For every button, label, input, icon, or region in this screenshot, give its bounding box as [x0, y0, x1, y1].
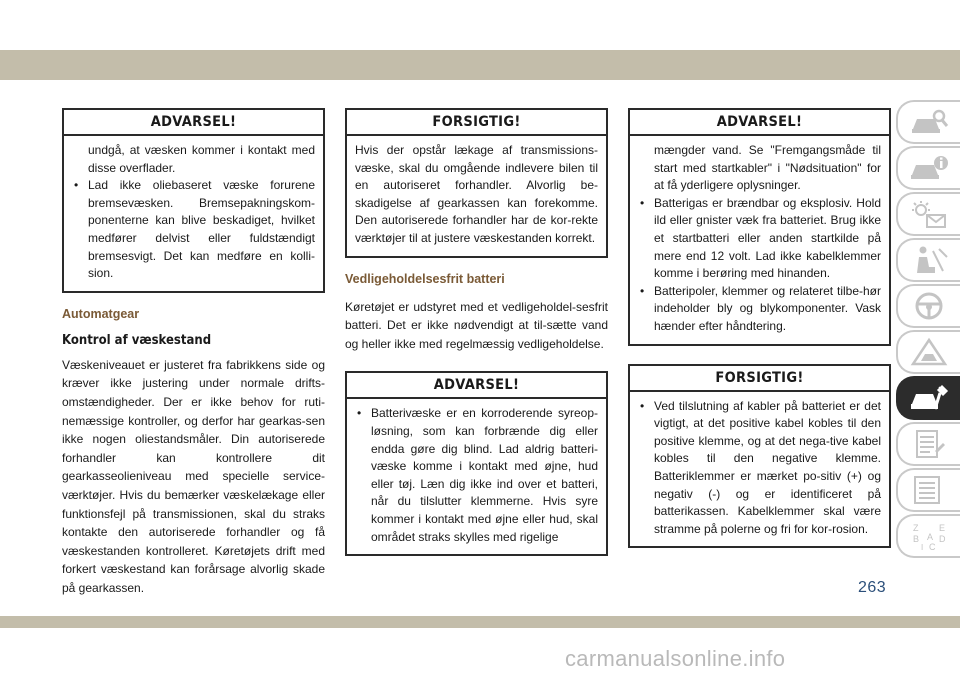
warning-box: [345, 371, 608, 556]
caution-text: Hvis der opstår lækage af transmissions-væske, skal du omgående indlevere bilen til en autoriseret forhandler. Alvorlig be-skadigelse af gearkassen kan forekomme. Den autoriserede forhandler har de kor-rekte værktøjer til at justere væskestanden korrekt.: [355, 143, 598, 245]
tab-car-info[interactable]: [896, 146, 960, 190]
tab-emergency-triangle[interactable]: [896, 330, 960, 374]
seat-airbag-icon: [909, 245, 949, 275]
section-title: Vedligeholdelsesfrit batteri: [345, 271, 505, 286]
caution-box: [628, 364, 891, 549]
subheading: Kontrol af væskestand: [62, 332, 212, 348]
tab-seat-airbag[interactable]: [896, 238, 960, 282]
caution-title: FORSIGTIG!: [630, 366, 889, 392]
caution-box: [345, 108, 608, 258]
warning-box: [628, 108, 891, 346]
body-paragraph: Væskeniveauet er justeret fra fabrikkens side og kræver ikke justering under normale drifts-omstændigheder. Der er ikke behov for ruti-nemæssige kontroller, og derfor har gearkas-sen ikke nogen oliestandsmåler. Din autoriserede forhandler kan kontrollere dit gearkasseolieniveau med specielle service-værktøjer. Hvis du bemærker væskelækage eller funktionsfejl på transmissionen, skal du straks kontakte den autoriserede forhandler og få væskestanden kontrolleret. Køretøjets drift med forkert væskestand kan forårsage alvorlig skade på gearkassen.: [62, 357, 325, 595]
warning-item: • Batterigas er brændbar og eksplosiv. Hold ild eller gnister væk fra batteriet. Brug ikke et startbatteri eller anden startkilde på mere end 12 volt. Lad ikke kabelklemmer komme i berøring med hinanden.: [638, 195, 881, 283]
warning-title: ADVARSEL!: [64, 110, 323, 136]
warning-continuation: undgå, at væsken kommer i kontakt med disse overflader.: [88, 143, 315, 175]
index-letter-e: E: [939, 523, 946, 533]
index-letter-d: D: [939, 534, 946, 544]
alphabet-index-icon: [909, 521, 949, 551]
index-letter-i: I: [921, 543, 924, 551]
warning-item: • Batterivæske er en korroderende syreop-løsning, som kan forbrænde dig eller endda gøre dig blind. Lad aldrig batteri-væske komme i kontakt med øjne, hud eller tøj. Læn dig ikke ind over et batteri, når du tilslutter klemmerne. Hvis syre kommer i kontakt med øjne eller hud, skal området straks skylles med rigelige: [355, 405, 598, 546]
watermark: carmanualsonline.info: [565, 646, 786, 671]
body-paragraph: Køretøjet er udstyret med et vedligeholdel-sesfrit batteri. Det er ikke nødvendigt at til-sætte vand og heller ikke med regelmæssig vedligeholdelse.: [345, 299, 608, 351]
caution-title: FORSIGTIG!: [347, 110, 606, 136]
car-service-icon: [909, 383, 949, 413]
index-letter-z: Z: [913, 523, 919, 533]
car-magnifier-icon: [909, 107, 949, 137]
footer-band: [0, 616, 960, 628]
tab-alphabet-index[interactable]: [896, 514, 960, 558]
tab-specifications[interactable]: [896, 468, 960, 512]
emergency-triangle-icon: [909, 337, 949, 367]
tab-warning-lights[interactable]: [896, 192, 960, 236]
checklist-icon: [909, 429, 949, 459]
car-info-icon: [909, 153, 949, 183]
page-number: 263: [858, 579, 887, 596]
specifications-icon: [909, 475, 949, 505]
warning-continuation: mængder vand. Se "Fremgangsmåde til start med startkabler" i "Nødsituation" for at få yderligere oplysninger.: [654, 143, 881, 193]
index-letter-a: A: [927, 532, 934, 542]
caution-item: • Ved tilslutning af kabler på batteriet er det vigtigt, at det positive kabel kobles til den positive klemme, og at det nega-tive kabel kobles til den negative klemme. Batteriklemmer er mærket po-sitiv (+) og negativ (-) og er identificeret på batterikassen. Kabelklemmer skal være stramme på polerne og fri for kor-rosion.: [638, 398, 881, 539]
warning-lights-icon: [909, 199, 949, 229]
warning-item: • Batteripoler, klemmer og relateret tilbe-hør indeholder bly og blykomponenter. Vask hænder efter håndtering.: [638, 283, 881, 336]
tab-car-service[interactable]: [896, 376, 960, 420]
section-title: Automatgear: [62, 306, 140, 321]
steering-wheel-icon: [909, 291, 949, 321]
tab-car-magnifier[interactable]: [896, 100, 960, 144]
index-letter-b: B: [913, 534, 920, 544]
header-band: [0, 50, 960, 80]
tab-checklist[interactable]: [896, 422, 960, 466]
index-letter-c: C: [929, 542, 936, 551]
tab-steering-wheel[interactable]: [896, 284, 960, 328]
warning-title: ADVARSEL!: [347, 373, 606, 399]
warning-item: • Lad ikke oliebaseret væske forurene bremsevæsken. Bremsepakningskom-ponenterne kan blive beskadiget, hvilket medfører delvist eller fuldstændigt bremsesvigt. Det kan medføre en kolli-sion.: [72, 177, 315, 283]
column-3: [628, 108, 891, 548]
column-1: [62, 108, 325, 597]
column-2: [345, 108, 608, 556]
warning-title: ADVARSEL!: [630, 110, 889, 136]
warning-box: [62, 108, 325, 293]
